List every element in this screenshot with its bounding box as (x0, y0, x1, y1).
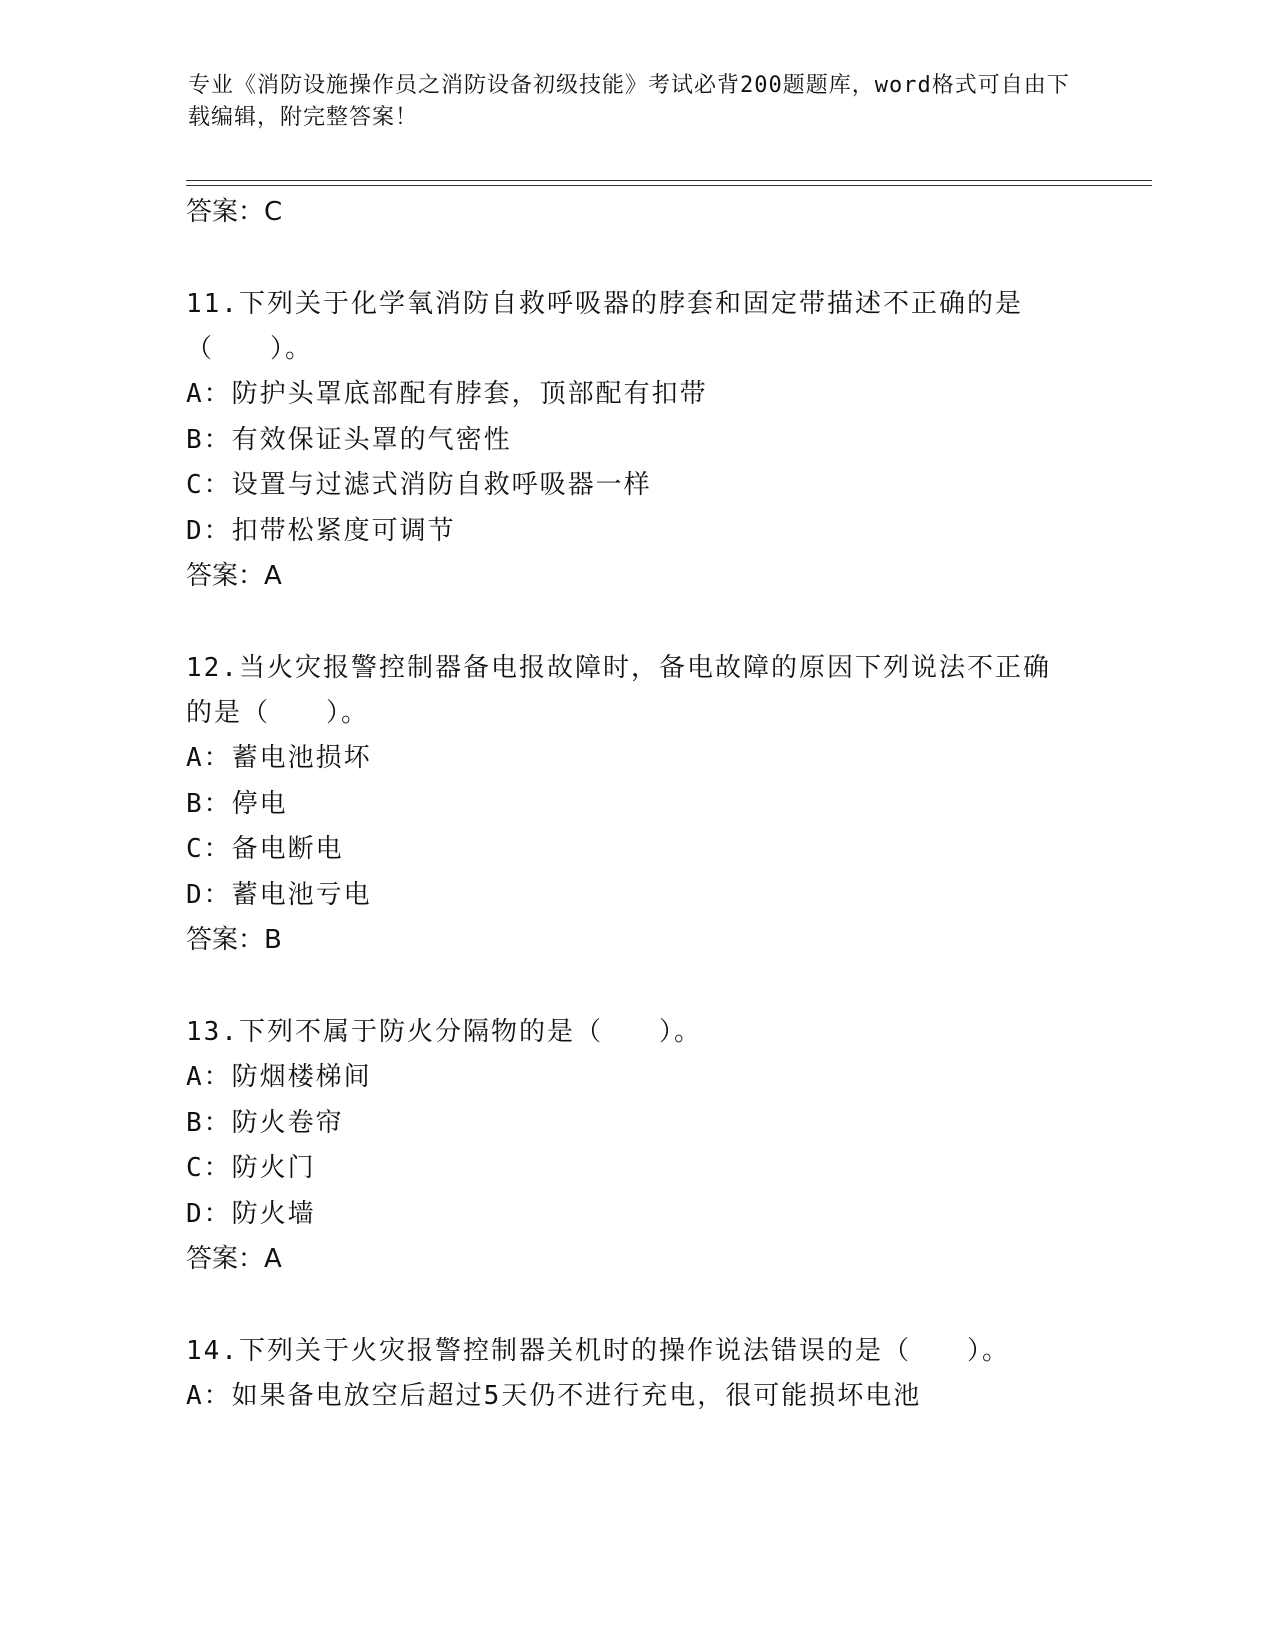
spacer (186, 234, 1086, 282)
document-header: 专业《消防设施操作员之消防设备初级技能》考试必背200题题库，word格式可自由下载编辑，附完整答案！ (188, 73, 1070, 130)
document-body (186, 190, 1086, 1420)
option-c: C：设置与过滤式消防自救呼吸器一样 (186, 470, 652, 500)
spacer (186, 962, 1086, 1010)
option-c: C：备电断电 (186, 834, 344, 864)
spacer (186, 1281, 1086, 1329)
answer-line: 答案：B (186, 925, 282, 955)
answer-line: 答案：A (186, 561, 282, 591)
option-b: B：有效保证头罩的气密性 (186, 424, 512, 455)
question-text: 11.下列关于化学氧消防自救呼吸器的脖套和固定带描述不正确的是（ ）。 (186, 289, 1023, 364)
question-text: 14.下列关于火灾报警控制器关机时的操作说法错误的是（ ）。 (186, 1336, 1010, 1366)
option-d: D：扣带松紧度可调节 (186, 515, 456, 546)
option-b: B：防火卷帘 (186, 1107, 344, 1138)
header-rule-top (186, 180, 1152, 181)
option-d: D：蓄电池亏电 (186, 879, 372, 910)
option-a: A：如果备电放空后超过5天仍不进行充电，很可能损坏电池 (186, 1381, 922, 1411)
answer-line: 答案：A (186, 1244, 282, 1274)
header-rule-bottom (186, 185, 1152, 186)
option-a: A：防护头罩底部配有脖套，顶部配有扣带 (186, 379, 708, 409)
question-text: 12.当火灾报警控制器备电报故障时，备电故障的原因下列说法不正确的是（ ）。 (186, 653, 1051, 728)
option-b: B：停电 (186, 788, 288, 819)
question-block (186, 1329, 1086, 1420)
question-block (186, 282, 1086, 598)
option-d: D：防火墙 (186, 1198, 316, 1229)
option-a: A：蓄电池损坏 (186, 743, 372, 773)
question-text: 13.下列不属于防火分隔物的是（ ）。 (186, 1017, 702, 1047)
previous-answer: 答案：C (186, 197, 283, 227)
question-block (186, 646, 1086, 962)
option-c: C：防火门 (186, 1153, 316, 1183)
option-a: A：防烟楼梯间 (186, 1062, 372, 1092)
spacer (186, 598, 1086, 646)
question-block (186, 1010, 1086, 1281)
